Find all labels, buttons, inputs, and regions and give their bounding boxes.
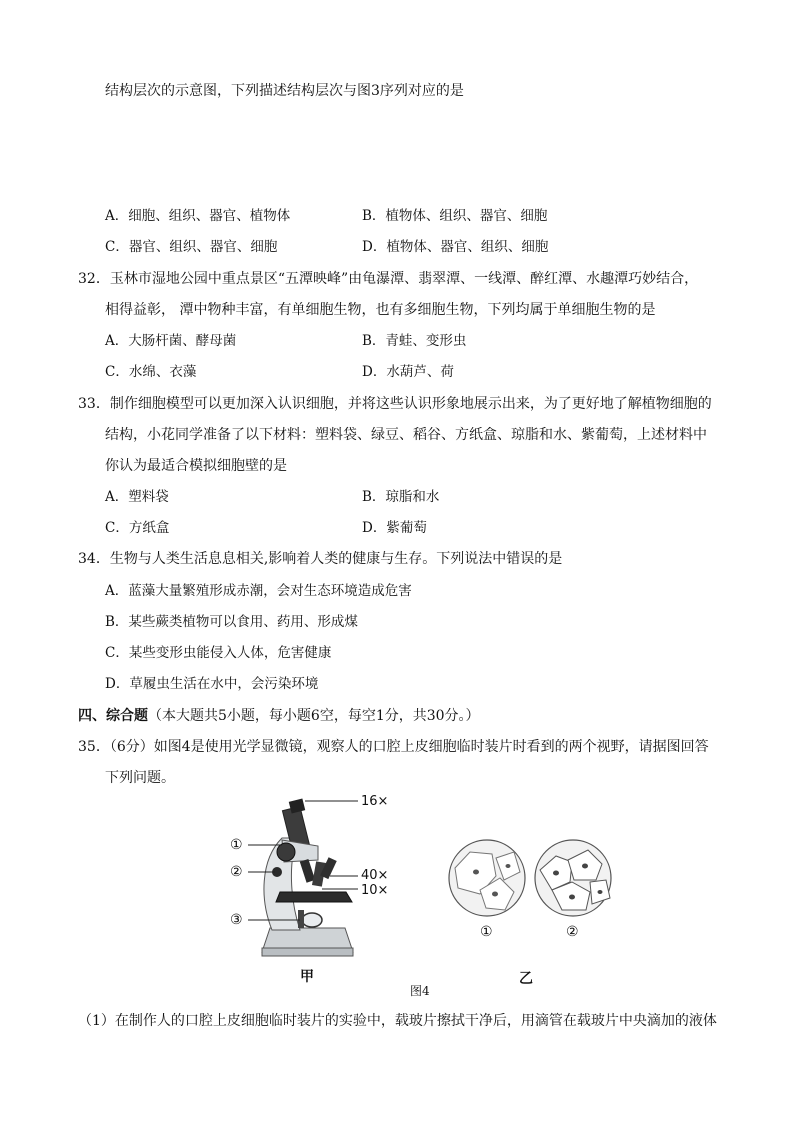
q32-option-b: B．青蛙、变形虫 — [362, 333, 467, 349]
label-field-1: ① — [480, 924, 493, 940]
label-jia: 甲 — [300, 969, 314, 985]
q32-option-c: C．水绵、衣藻 — [105, 364, 197, 380]
q31-option-a: A．细胞、组织、器官、植物体 — [105, 208, 291, 224]
field-of-view-1 — [449, 840, 525, 916]
q31-stem: 结构层次的示意图，下列描述结构层次与图3序列对应的是 — [105, 83, 464, 99]
q34-option-d: D．草履虫生活在水中，会污染环境 — [105, 676, 319, 692]
q31-option-b: B．植物体、组织、器官、细胞 — [362, 208, 548, 224]
q32-line2: 相得益彰， 潭中物种丰富，有单细胞生物，也有多细胞生物，下列均属于单细胞生物的是 — [105, 302, 656, 318]
label-yi: 乙 — [519, 971, 533, 987]
q34-line1: 34．生物与人类生活息息相关,影响着人类的健康与生存。下列说法中错误的是 — [78, 551, 563, 567]
section4-title: 四、综合题 — [78, 708, 148, 724]
q33-line2: 结构，小花同学准备了以下材料：塑料袋、绿豆、稻谷、方纸盒、琼脂和水、紫葡萄，上述材料中 — [105, 427, 707, 443]
q34-option-a: A．蓝藻大量繁殖形成赤潮，会对生态环境造成危害 — [105, 583, 412, 599]
label-field-2: ② — [566, 924, 579, 940]
q35-line1: 35．（6分）如图4是使用光学显微镜，观察人的口腔上皮细胞临时装片时看到的两个视野，请据图回答 — [78, 739, 709, 755]
q32-line1: 32．玉林市湿地公园中重点景区“五潭映峰”由龟瀑潭、翡翠潭、一线潭、醉红潭、水趣潭巧妙结合， — [78, 271, 699, 287]
field-of-view-2 — [535, 840, 611, 916]
figure-caption: 图4 — [410, 984, 430, 998]
q35-line2: 下列问题。 — [105, 770, 175, 786]
q33-option-b: B．琼脂和水 — [362, 489, 440, 505]
label-eyepiece-mag: 16× — [361, 794, 389, 809]
q35-sub1: （1）在制作人的口腔上皮细胞临时装片的实验中，载玻片擦拭干净后，用滴管在载玻片中央滴加的液体 — [78, 1013, 717, 1029]
label-objective-low: 10× — [361, 883, 389, 898]
label-mark-3: ③ — [230, 912, 243, 928]
label-objective-high: 40× — [361, 868, 389, 883]
label-mark-2: ② — [230, 864, 243, 880]
q33-line1: 33．制作细胞模型可以更加深入认识细胞，并将这些认识形象地展示出来，为了更好地了解植物细胞的 — [78, 396, 712, 412]
microscope-illustration — [248, 798, 358, 956]
q31-option-c: C．器官、组织、器官、细胞 — [105, 239, 278, 255]
q33-option-d: D．紫葡萄 — [362, 520, 427, 536]
q34-option-c: C．某些变形虫能侵入人体，危害健康 — [105, 645, 332, 661]
q33-option-c: C．方纸盒 — [105, 520, 170, 536]
q33-line3: 你认为最适合模拟细胞壁的是 — [105, 458, 287, 474]
q34-option-b: B．某些蕨类植物可以食用、药用、形成煤 — [105, 614, 358, 630]
q32-option-a: A．大肠杆菌、酵母菌 — [105, 333, 237, 349]
section4-note: （本大题共5小题，每小题6空，每空1分，共30分。） — [148, 708, 480, 724]
q32-option-d: D．水葫芦、荷 — [362, 364, 454, 380]
label-mark-1: ① — [230, 837, 243, 853]
q31-option-d: D．植物体、器官、组织、细胞 — [362, 239, 549, 255]
q33-option-a: A．塑料袋 — [105, 489, 169, 505]
